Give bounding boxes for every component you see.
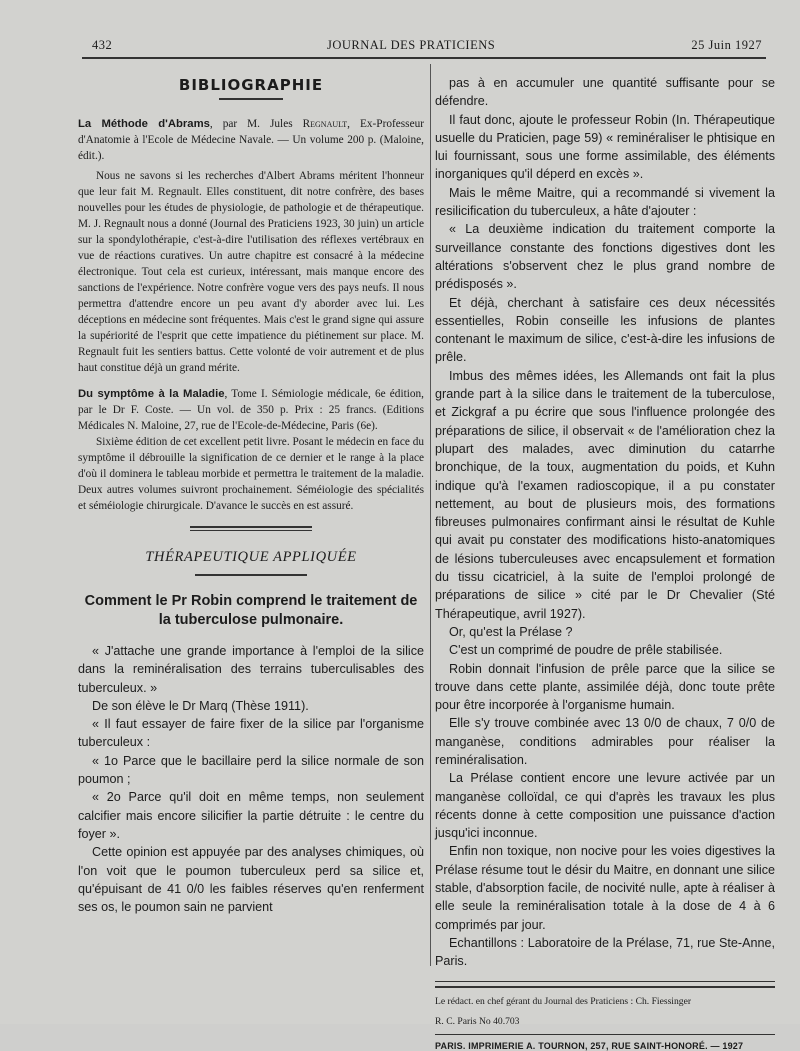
article-left-paragraph: « 1o Parce que le bacillaire perd la silice normale de son poumon ; — [78, 753, 424, 787]
article-left-paragraph: « Il faut essayer de faire fixer de la silice par l'organisme tuberculeux : — [78, 717, 424, 750]
right-column — [435, 74, 775, 1051]
article-right-paragraph: Elle s'y trouve combinée avec 13 0/0 de chaux, 7 0/0 de manganèse, conditions admirables pour réaliser la reminéralisation. — [435, 716, 775, 767]
bib-entry-1-body: Nous ne savons si les recherches d'Albert Abrams méritent l'honneur que leur fait M. Regnault. Elles constituent, dit notre confrère, des bases nouvelles pour les études de physiologie, de pathologie et de thérapeutique. M. J. Regnault nous a donné (Journal des Praticiens 1923, 30 juin) un article sur la spondylothérapie, c'est-à-dire l'utilisation des réflexes vertébraux en vue de réactions curatives. Un autre chapitre est consacré à la médecine électronique. Tout cela est curieux, intéressant, mais manque encore des sanctions de l'expérience. Notre confrère vogue vers des pays neufs. Il nous permettra d'attendre encore un peu avant d'y aborder avec lui. Les déceptions en médecine sont fréquentes. Mais c'est le grand signe qui assure la supériorité de l'esprit que cette impatience du piétinement sur place. M. Regnault fuit les sentiers battus. Cette volonté de voir autrement et de plus haut constitue déjà un grand mérite. — [78, 170, 424, 374]
bib-entry-1-ref-a: , par M. Jules — [209, 118, 303, 130]
footer-rule-thick — [435, 986, 775, 988]
therapeutics-heading: THÉRAPEUTIQUE APPLIQUÉE — [145, 549, 357, 565]
bib-entry-2-title: Du symptôme à la Maladie — [78, 388, 225, 400]
article-right-paragraph: Mais le même Maitre, qui a recommandé si vivement la resilicification du tuberculeux, a hâte d'ajouter : — [435, 185, 775, 219]
bib-entry-1-author: Regnault — [302, 118, 348, 130]
bib-entry-1-ref — [78, 116, 424, 164]
registry-number: R. C. Paris No 40.703 — [435, 1015, 520, 1027]
footer-rule-top — [435, 981, 775, 982]
bibliography-section — [78, 116, 424, 514]
article-right-paragraph: La Prélase contient encore une levure activée par un manganèse colloïdal, ce qui d'après les travaux les plus récents donne à cette composition une puissance d'action jusqu'ici inconnue. — [435, 771, 775, 841]
footer-rule-bottom — [435, 1034, 775, 1035]
article-right-paragraph: Or, qu'est la Prélase ? — [449, 624, 573, 639]
article-right-text — [435, 74, 775, 971]
article-left-paragraph: Cette opinion est appuyée par des analyses chimiques, où l'on voit que le poumon tuberculeux perd sa silice et, qu'épuisant de 41 0/0 les faibles réserves qu'en renferment ses os, le poumon sain ne parvient — [78, 845, 424, 915]
header-rule — [82, 57, 766, 59]
bib-entry-2-ref — [78, 386, 424, 434]
article-right-paragraph: Echantillons : Laboratoire de la Prélase, 71, rue Ste-Anne, Paris. — [435, 935, 775, 969]
therapeutics-rule — [195, 574, 307, 576]
article-right-paragraph: Il faut donc, ajoute le professeur Robin (In. Thérapeutique usuelle du Praticien, page 59) « reminéraliser le phtisique en lui fournissant, sous une forme assimilable, des éléments inorganiques qu'il déperd en excès ». — [435, 112, 775, 182]
column-divider — [430, 64, 431, 966]
bib-entry-2-ref-text: , Tome I. Sémiologie médicale, 6e édition, par le Dr F. Coste. — Un vol. de 350 p. Prix : 25 francs. (Editions Médicales N. Maloine, 27, rue de l'Ecole-de-Médecine, Paris (6e). — [78, 388, 424, 432]
bib-entry-1-title: La Méthode d'Abrams — [78, 118, 210, 130]
article-right-paragraph: C'est un comprimé de poudre de prêle stabilisée. — [449, 643, 723, 658]
article-right-paragraph: Et déjà, cherchant à satisfaire ces deux nécessités essentielles, Robin conseille les infusions de plantes contenant le maximum de silice, c'est-à-dire les infusions de prêle. — [435, 295, 775, 365]
journal-title: JOURNAL DES PRATICIENS — [327, 38, 496, 52]
section-separator — [190, 526, 312, 531]
article-right-paragraph: pas à en accumuler une quantité suffisante pour se défendre. — [435, 76, 775, 109]
article-right-paragraph: Robin donnait l'infusion de prêle parce que la silice se trouve dans cette plante, assimilée déjà, donc toute prête pour être incorporée à l'organisme humain. — [435, 661, 775, 713]
issue-date: 25 Juin 1927 — [691, 38, 762, 52]
article-right-paragraph: Imbus des mêmes idées, les Allemands ont fait la plus grande part à la silice dans le traitement de la tuberculose, et Zickgraf a pu écrire que sous l'influence prolongée des préparations de silice, il observait « de l'amélioration chez la plupart des malades, avec diminution du catarrhe bronchique, de la toux, augmentation du poids, et Kuhn indique qu'à l'examen radioscopique, il a pu constater nettement, au bout de plusieurs mois, des formations fibreuses pulmonaires confirmant ainsi le résultat de Kuhle qui avait pu constater des modifications histo-anatomiques de lésions tuberculeuses avec encapsulement et formation du tissu cicatriciel, à la suite de l'emploi prolongé de préparations de silice » cité par le Dr Chevalier (Sté Thérapeutique, avril 1927). — [435, 368, 775, 621]
bibliography-rule — [219, 98, 283, 100]
page-number: 432 — [92, 38, 113, 52]
article-left-text — [78, 642, 424, 916]
article-title: Comment le Pr Robin comprend le traitement de la tuberculose pulmonaire. — [84, 593, 418, 628]
bibliography-heading: BIBLIOGRAPHIE — [178, 76, 324, 94]
editor-credit: Le rédact. en chef gérant du Journal des Praticiens : Ch. Fiessinger — [435, 995, 692, 1007]
article-right-paragraph: « La deuxième indication du traitement comporte la surveillance constante des fonctions digestives dont les altérations s'observent chez le plus grand nombre de prédisposés ». — [435, 222, 775, 292]
bib-entry-2-body: Sixième édition de cet excellent petit livre. Posant le médecin en face du symptôme il débrouille la signification de ce dernier et le range à la place d'où il dominera le tableau morbide et permettra le traitement de la maladie. Deux autres volumes suivront prochainement. Séméiologie des spécialités et séméiologie chirurgicale. D'avance le succès en est assuré. — [78, 436, 424, 512]
printer-line: PARIS. IMPRIMERIE A. TOURNON, 257, RUE SAINT-HONORÉ. — 1927 — [435, 1040, 744, 1051]
article-left-paragraph: « J'attache une grande importance à l'emploi de la silice dans la reminéralisation des terrains tuberculisables des tuberculeux. » — [78, 644, 424, 695]
article-left-paragraph: De son élève le Dr Marq (Thèse 1911). — [92, 698, 309, 713]
article-left-paragraph: « 2o Parce qu'il doit en même temps, non seulement calcifier mais encore silicifier la partie détruite : le centre du foyer ». — [78, 790, 424, 841]
article-right-paragraph: Enfin non toxique, non nocive pour les voies digestives la Prélase résume tout le désir du Maitre, en donnant une silice stable, d'absorption facile, de nocivité nulle, apte à réaliser à elle seule la reminéralisation totale à la dose de 4 à 6 comprimés par jour. — [435, 844, 775, 932]
left-column — [78, 74, 424, 916]
running-header — [82, 38, 762, 56]
bib-entry-1-ref-b: , Ex-Professeur d'Anatomie à l'Ecole de Médecine Navale. — Un volume 200 p. (Maloine, édit.). — [78, 118, 424, 162]
